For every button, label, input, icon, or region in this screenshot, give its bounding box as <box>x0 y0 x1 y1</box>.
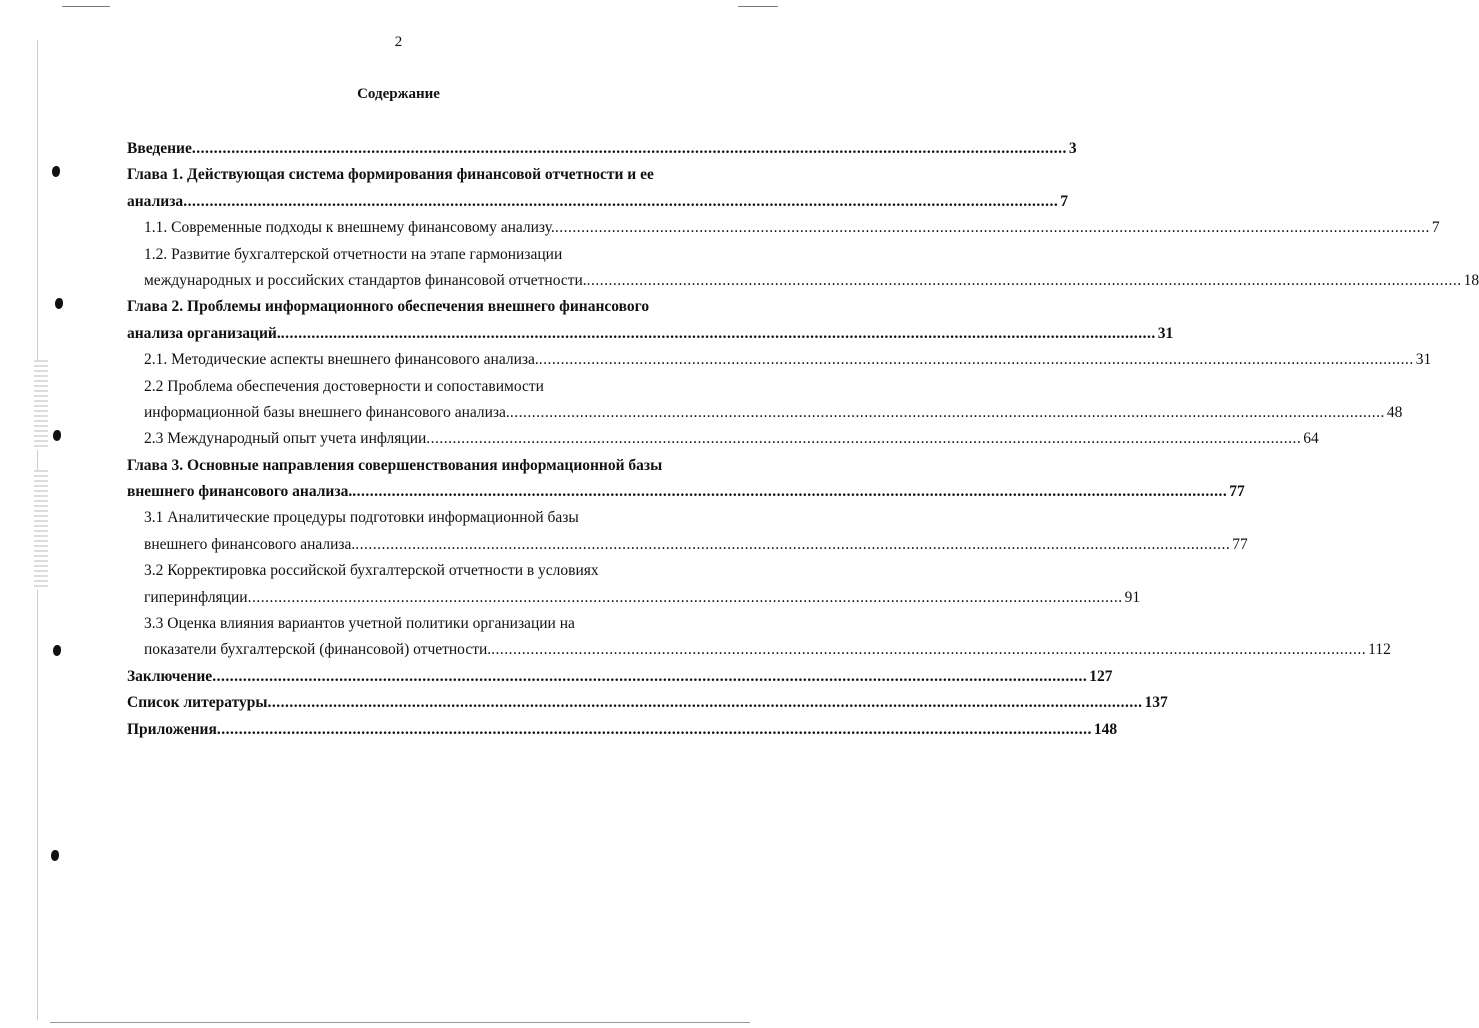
toc-entry-label: внешнего финансового анализа. <box>144 535 356 553</box>
toc-entry-label: Введение <box>127 140 192 157</box>
toc-entry-label: 1.1. Современные подходы к внешнему финансовому анализу. <box>144 219 555 237</box>
scan-bottom-line <box>50 1022 750 1023</box>
toc-page-number: 137 <box>1144 694 1168 712</box>
toc-entry-label: информационной базы внешнего финансового анализа. <box>144 403 510 421</box>
binding-hole-mark <box>53 430 61 441</box>
toc-leader-dots: ........................................................................................................................................................................................................ <box>355 535 1231 553</box>
toc-leader-dots: ........................................................................................................................................................................................................ <box>280 324 1156 342</box>
toc-entry-label: Список литературы <box>127 694 268 712</box>
toc-entry-title[interactable]: 3.3 Оценка влияния вариантов учетной политики организации на <box>144 615 575 633</box>
toc-entry[interactable] <box>127 532 1248 558</box>
binding-hole-mark <box>52 166 60 177</box>
scan-top-line-left <box>62 6 110 7</box>
toc-entry[interactable] <box>127 268 1479 294</box>
toc-leader-dots: ........................................................................................................................................................................................................ <box>509 403 1385 421</box>
toc-page-number: 91 <box>1124 588 1141 606</box>
toc-entry-title[interactable]: 3.2 Корректировка российской бухгалтерской отчетности в условиях <box>144 562 599 580</box>
page-number: 2 <box>394 34 403 50</box>
toc-entry[interactable] <box>127 426 1319 452</box>
toc-leader-dots: ........................................................................................................................................................................................................ <box>538 351 1414 369</box>
toc-page-number: 77 <box>1232 535 1248 553</box>
toc-entry-title[interactable]: Глава 3. Основные направления совершенствования информационной базы <box>127 456 663 474</box>
toc-entry-title[interactable]: Глава 1. Действующая система формирования финансовой отчетности и ее <box>127 166 654 184</box>
page-title: Содержание <box>357 86 440 102</box>
toc-page-number: 18 <box>1463 271 1479 289</box>
toc-leader-dots: ........................................................................................................................................................................................................ <box>491 641 1367 659</box>
toc-entry-label: гиперинфляции <box>144 588 248 606</box>
toc-page-number: 127 <box>1089 667 1113 685</box>
toc-leader-dots: ........................................................................................................................................................................................................ <box>183 192 1059 210</box>
toc-page-number: 48 <box>1386 403 1403 421</box>
toc-entry[interactable] <box>127 479 1245 505</box>
toc-entry-label: Приложения <box>127 720 217 738</box>
binding-hole-mark <box>53 645 61 656</box>
toc-entry[interactable] <box>127 637 1391 663</box>
toc-entry-label: Заключение <box>127 667 213 685</box>
toc-leader-dots: ........................................................................................................................................................................................................ <box>267 694 1143 712</box>
toc-entry[interactable] <box>127 664 1113 690</box>
toc-entry-label: 2.1. Методические аспекты внешнего финансового анализа. <box>144 351 539 369</box>
toc-entry-label: внешнего финансового анализа. <box>127 483 353 501</box>
toc-page-number: 112 <box>1368 641 1391 659</box>
toc-leader-dots: ........................................................................................................................................................................................................ <box>191 140 1067 157</box>
toc-leader-dots: ........................................................................................................................................................................................................ <box>247 588 1123 606</box>
toc-leader-dots: ........................................................................................................................................................................................................ <box>352 483 1228 501</box>
toc-leader-dots: ........................................................................................................................................................................................................ <box>426 430 1302 448</box>
toc-entry-title[interactable]: 1.2. Развитие бухгалтерской отчетности на этапе гармонизации <box>144 245 563 263</box>
toc-entry-title[interactable]: 2.2 Проблема обеспечения достоверности и сопоставимости <box>144 377 544 395</box>
toc-entry[interactable] <box>127 347 1432 373</box>
toc-leader-dots: ........................................................................................................................................................................................................ <box>216 720 1092 738</box>
toc-page-number: 3 <box>1068 140 1077 157</box>
toc-page-number: 31 <box>1157 324 1174 342</box>
table-of-contents <box>127 136 1479 743</box>
binding-hole-mark <box>55 298 63 309</box>
scan-top-line-right <box>738 6 778 7</box>
scan-edge-noise <box>34 360 48 450</box>
toc-entry[interactable] <box>127 136 1077 162</box>
toc-entry[interactable] <box>127 585 1141 611</box>
toc-entry-label: анализа <box>127 192 184 210</box>
toc-entry-label: международных и российских стандартов финансовой отчетности. <box>144 271 587 289</box>
toc-page-number: 31 <box>1415 351 1432 369</box>
toc-entry[interactable] <box>127 717 1118 743</box>
toc-leader-dots: ........................................................................................................................................................................................................ <box>554 219 1430 237</box>
toc-leader-dots: ........................................................................................................................................................................................................ <box>212 667 1088 685</box>
toc-entry-label: анализа организаций. <box>127 324 281 342</box>
toc-page-number: 64 <box>1303 430 1319 448</box>
toc-page-number: 148 <box>1093 720 1118 738</box>
scan-edge-noise <box>34 470 48 590</box>
toc-entry[interactable] <box>127 400 1403 426</box>
toc-leader-dots: ........................................................................................................................................................................................................ <box>586 271 1462 289</box>
toc-entry[interactable] <box>127 690 1168 716</box>
toc-entry-title[interactable]: Глава 2. Проблемы информационного обеспечения внешнего финансового <box>127 298 650 316</box>
toc-entry-title[interactable]: 3.1 Аналитические процедуры подготовки информационной базы <box>144 509 579 527</box>
toc-entry[interactable] <box>127 189 1068 215</box>
toc-entry-label: показатели бухгалтерской (финансовой) отчетности. <box>144 641 492 659</box>
toc-entry-label: 2.3 Международный опыт учета инфляции <box>144 430 427 448</box>
toc-page-number: 7 <box>1431 219 1440 237</box>
toc-entry[interactable] <box>127 321 1174 347</box>
toc-page-number: 7 <box>1060 192 1068 210</box>
binding-hole-mark <box>51 850 59 861</box>
toc-entry[interactable] <box>127 215 1440 241</box>
toc-page-number: 77 <box>1229 483 1245 501</box>
